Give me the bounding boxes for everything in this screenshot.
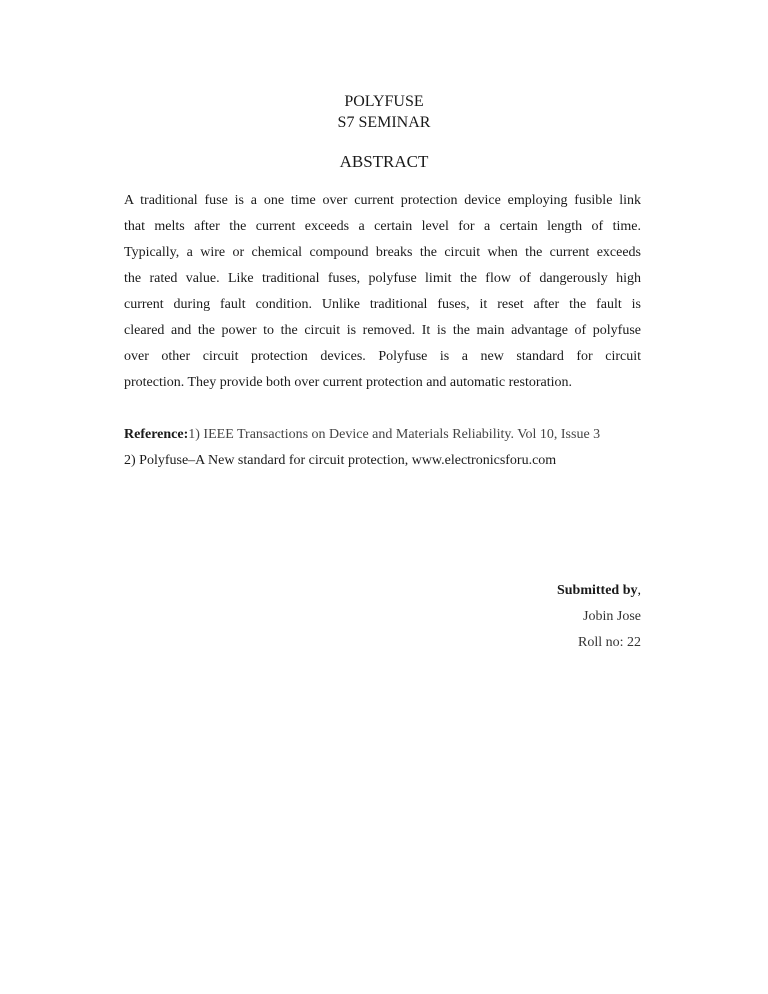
abstract-line: A traditional fuse is a one time over current protection device employing fusible link [124, 193, 641, 208]
abstract-line: over other circuit protection devices. Polyfuse is a new standard for circuit [124, 349, 641, 364]
document-title: POLYFUSE [344, 93, 424, 110]
reference-line-1 [124, 422, 654, 448]
abstract-line: cleared and the power to the circuit is removed. It is the main advantage of polyfuse [124, 323, 641, 338]
document-subtitle: S7 SEMINAR [337, 114, 431, 131]
abstract-line: current during fault condition. Unlike traditional fuses, it reset after the fault is [124, 297, 641, 312]
reference-item-1: 1) IEEE Transactions on Device and Materials Reliability. Vol 10, Issue 3 [188, 427, 601, 442]
roll-number: Roll no: 22 [577, 635, 641, 650]
references-section [124, 422, 654, 474]
abstract-paragraph [124, 188, 641, 396]
reference-label: Reference: [124, 427, 189, 442]
reference-item-2: 2) Polyfuse–A New standard for circuit protection, www.electronicsforu.com [124, 453, 557, 468]
abstract-line: protection. They provide both over current protection and automatic restoration. [124, 375, 572, 390]
abstract-line: the rated value. Like traditional fuses, polyfuse limit the flow of dangerously high [124, 271, 641, 286]
abstract-line: that melts after the current exceeds a certain level for a certain length of time. [124, 219, 641, 234]
signature-block [557, 578, 641, 656]
submitted-by-label: Submitted by [556, 583, 638, 598]
abstract-heading: ABSTRACT [339, 152, 429, 171]
abstract-line: Typically, a wire or chemical compound breaks the circuit when the current exceeds [124, 245, 641, 260]
submitted-by-comma: , [637, 583, 641, 598]
submitter-name: Jobin Jose [583, 609, 641, 624]
submitted-by-line [557, 578, 641, 604]
